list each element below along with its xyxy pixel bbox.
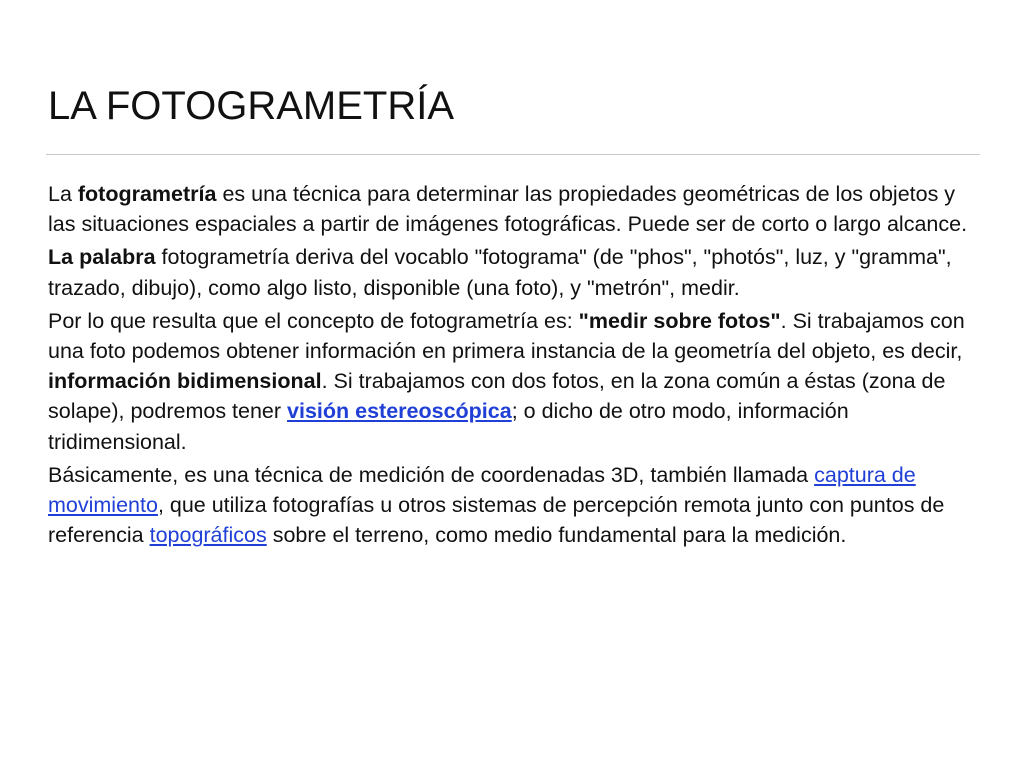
- link-topograficos[interactable]: topográficos: [149, 523, 267, 548]
- paragraph-etymology: [48, 242, 978, 302]
- paragraph-concept: [48, 306, 978, 457]
- paragraph-definition: [48, 179, 978, 239]
- text-run: Básicamente, es una técnica de medición de coordenadas 3D, también llamada: [48, 462, 815, 487]
- term-la-palabra: La palabra: [48, 245, 156, 270]
- text-run: . Si trabajamos con dos fotos, en la zona común a éstas (zona de solape), podremos tener: [48, 369, 946, 424]
- title-divider: [46, 154, 980, 155]
- term-fotogrametria: fotogrametría: [77, 182, 217, 206]
- paragraph-technique: [48, 460, 978, 551]
- page-title: LA FOTOGRAMETRÍA: [48, 84, 454, 128]
- term-informacion-bidimensional: información bidimensional: [48, 369, 322, 394]
- text-run: La: [48, 182, 78, 206]
- text-run: Por lo que resulta que el concepto de fotogrametría es:: [48, 308, 579, 333]
- text-run: es una técnica para determinar las propiedades geométricas de los objetos y las situaciones espaciales a partir de imágenes fotográficas. Puede ser de corto o largo alcance.: [48, 182, 968, 237]
- link-captura-de-movimiento[interactable]: captura de movimiento: [48, 462, 916, 518]
- link-vision-estereoscopica[interactable]: visión estereoscópica: [287, 399, 512, 424]
- text-run: sobre el terreno, como medio fundamental para la medición.: [266, 523, 847, 548]
- body-text: [48, 179, 978, 553]
- text-run: ; o dicho de otro modo, información tridimensional.: [48, 399, 849, 454]
- text-run: , que utiliza fotografías u otros sistemas de percepción remota junto con puntos de referencia: [48, 493, 945, 548]
- text-run: fotogrametría deriva del vocablo "fotograma" (de "phos", "photós", luz, y "gramma", trazado, dibujo), como algo listo, disponible (una foto), y "metrón", medir.: [48, 245, 952, 300]
- term-medir-sobre-fotos: "medir sobre fotos": [578, 308, 781, 333]
- text-run: . Si trabajamos con una foto podemos obtener información en primera instancia de la geometría del objeto, es decir,: [48, 308, 965, 364]
